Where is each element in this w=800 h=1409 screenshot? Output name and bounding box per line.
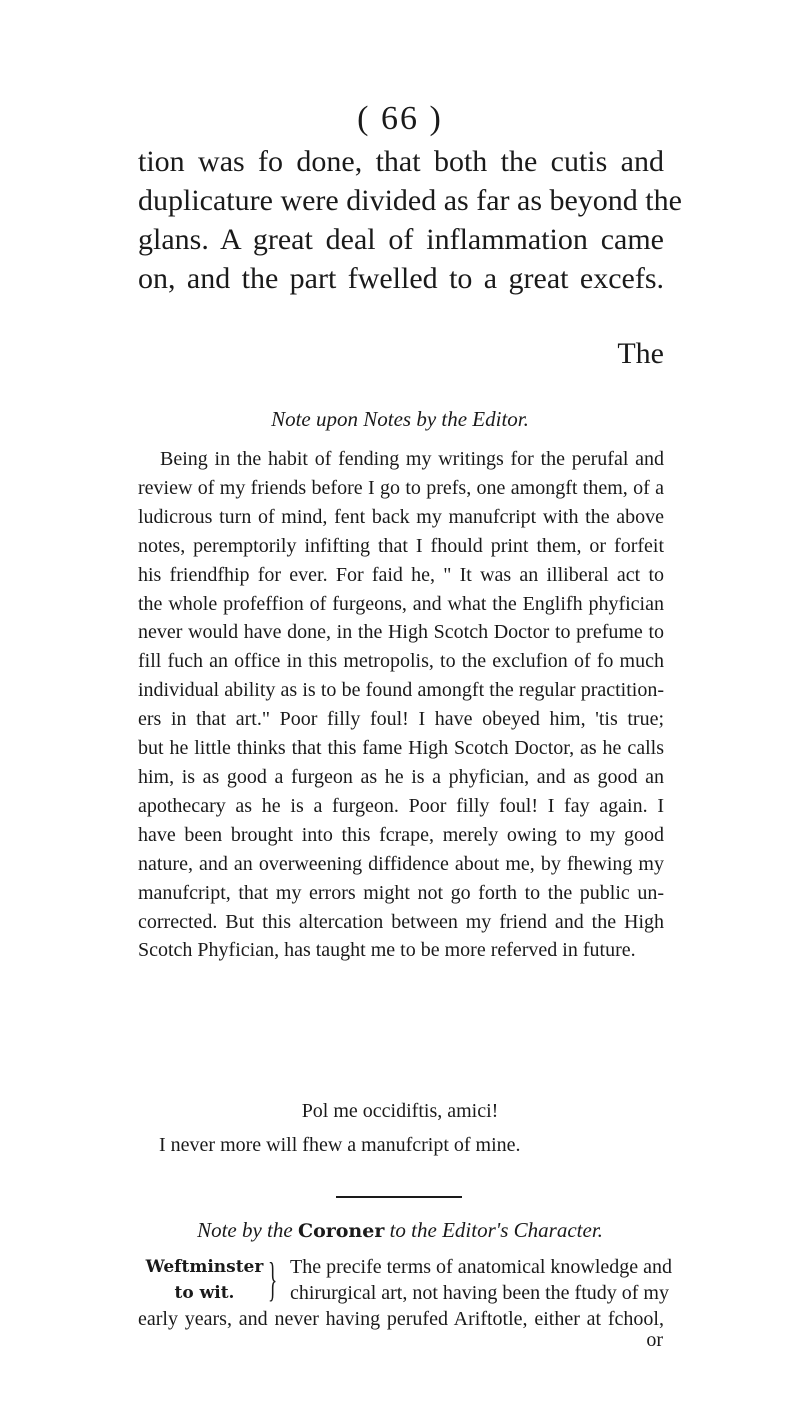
section-divider <box>336 1196 462 1198</box>
note-line: corrected. But this altercation between my friend and the High <box>138 910 664 933</box>
quote-line: Pol me occidiftis, amici! <box>301 1100 499 1122</box>
note-line: his friendfhip for ever. For faid he, " It was an illiberal act to <box>138 563 664 586</box>
note-line: never would have done, in the High Scotch Doctor to prefume to <box>138 621 664 644</box>
note-line: apothecary as he is a furgeon. Poor filly foul! I fay again. I <box>138 794 664 817</box>
note-body <box>138 445 664 965</box>
note2-title-prefix: Note by the <box>197 1218 293 1242</box>
note2-braced-text <box>290 1254 673 1306</box>
page-number: ( 66 ) <box>357 100 443 137</box>
catchword: or <box>646 1329 663 1351</box>
note-line: ludicrous turn of mind, fent back my manufcript with the above <box>138 505 664 528</box>
main-text-line: on, and the part fwelled to a great excefs. <box>138 262 664 295</box>
main-text-line: glans. A great deal of inflammation came <box>138 223 664 256</box>
main-text-line: tion was fo done, that both the cutis and <box>138 145 664 178</box>
note-line: ers in that art." Poor filly foul! I have obeyed him, 'tis true; <box>138 708 664 731</box>
note-line: the whole profeffion of furgeons, and what the Englifh phyfician <box>138 592 664 615</box>
note2-text <box>138 1306 664 1332</box>
note-line: Scotch Phyfician, has taught me to be more referved in future. <box>138 939 636 962</box>
quote-line: I never more will fhew a manufcript of mine. <box>159 1134 521 1156</box>
note-line: fill fuch an office in this metropolis, to the exclufion of fo much <box>138 650 664 673</box>
note-line: nature, and an overweening diffidence about me, by fhewing my <box>138 852 664 875</box>
note-line: notes, peremptorily infifting that I fhould print them, or forfeit <box>138 534 664 557</box>
venue-label <box>137 1254 272 1306</box>
note2-title <box>0 1218 800 1243</box>
note2-line: The precife terms of anatomical knowledge and <box>290 1256 673 1278</box>
note-line: him, is as good a furgeon as he is a phyfician, and as good an <box>138 765 664 788</box>
note-line: review of my friends before I go to prefs, one amongft them, of a <box>138 476 664 499</box>
catchword: The <box>617 337 664 370</box>
note-title: Note upon Notes by the Editor. <box>271 407 529 431</box>
venue-label-line: Weftminster <box>145 1257 264 1277</box>
note-line: individual ability as is to be found amongft the regular practition- <box>138 679 664 702</box>
main-text-line: duplicature were divided as far as beyond the <box>138 184 682 217</box>
note2-title-suffix: to the Editor's Character. <box>389 1218 603 1242</box>
note-line: but he little thinks that this fame High Scotch Doctor, as he calls <box>138 737 664 760</box>
brace-mark: } <box>268 1253 278 1306</box>
note-line: have been brought into this fcrape, merely owing to my good <box>138 823 664 846</box>
main-text <box>138 142 682 298</box>
venue-label-line: to wit. <box>174 1283 235 1303</box>
note-line: Being in the habit of fending my writings for the perufal and <box>160 448 664 470</box>
note2-line: chirurgical art, not having been the ftudy of my <box>290 1282 669 1304</box>
note2-title-blackletter: Coroner <box>297 1220 385 1242</box>
note-line: manufcript, that my errors might not go forth to the public un- <box>138 881 664 904</box>
note2-line: early years, and never having perufed Ariftotle, either at fchool, <box>138 1308 664 1330</box>
